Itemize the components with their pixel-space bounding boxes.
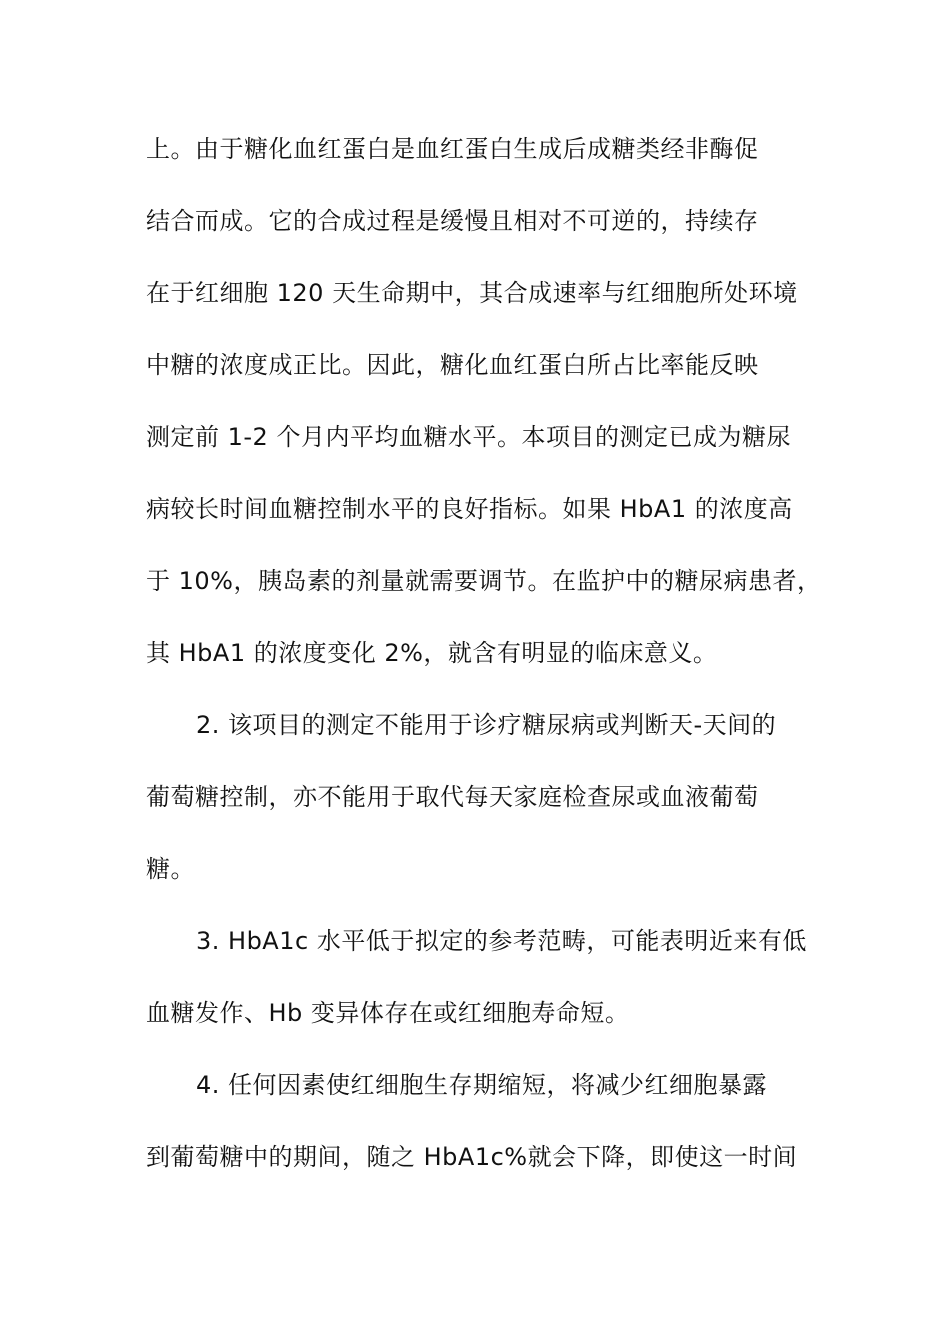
text-line: 结合而成。它的合成过程是缓慢且相对不可逆的，持续存 [146, 207, 759, 235]
text-line: 于 10%，胰岛素的剂量就需要调节。在监护中的糖尿病患者， [146, 567, 822, 595]
paragraph-start-line: 2. 该项目的测定不能用于诊疗糖尿病或判断天-天间的 [196, 711, 777, 739]
paragraph-start-line: 3. HbA1c 水平低于拟定的参考范畴，可能表明近来有低 [196, 927, 807, 955]
text-line: 测定前 1-2 个月内平均血糖水平。本项目的测定已成为糖尿 [146, 423, 791, 451]
text-line: 在于红细胞 120 天生命期中，其合成速率与红细胞所处环境 [146, 279, 798, 307]
paragraph-start-line: 4. 任何因素使红细胞生存期缩短，将减少红细胞暴露 [196, 1071, 768, 1099]
text-line: 上。由于糖化血红蛋白是血红蛋白生成后成糖类经非酶促 [146, 135, 759, 163]
text-line: 中糖的浓度成正比。因此，糖化血红蛋白所占比率能反映 [146, 351, 759, 379]
text-line: 葡萄糖控制，亦不能用于取代每天家庭检查尿或血液葡萄 [146, 783, 759, 811]
text-line: 糖。 [146, 855, 195, 883]
text-line: 血糖发作、Hb 变异体存在或红细胞寿命短。 [146, 999, 630, 1027]
text-line: 到葡萄糖中的期间，随之 HbA1c%就会下降，即使这一时间 [146, 1143, 798, 1171]
text-line: 其 HbA1 的浓度变化 2%，就含有明显的临床意义。 [146, 639, 718, 667]
text-line: 病较长时间血糖控制水平的良好指标。如果 HbA1 的浓度高 [146, 495, 793, 523]
